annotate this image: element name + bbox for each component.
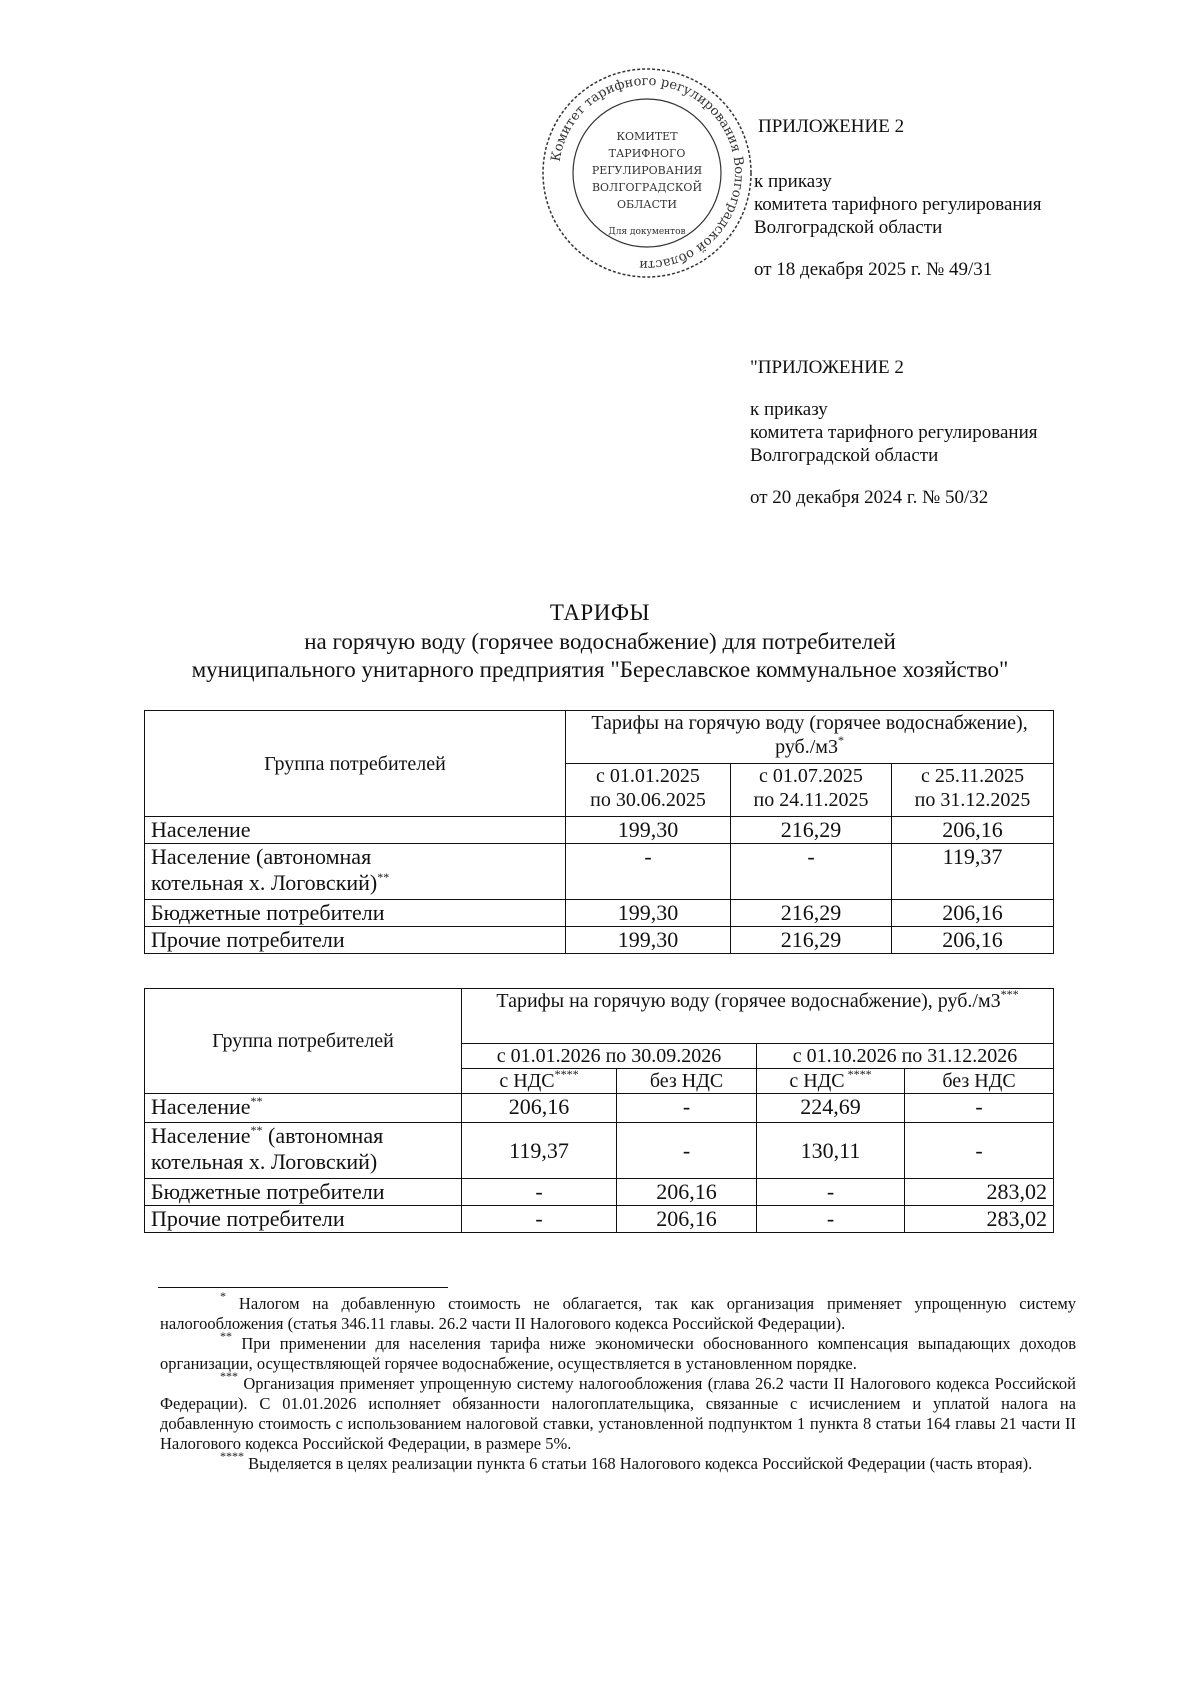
table-row [145,1206,1054,1233]
order-date-old: от 20 декабря 2024 г. № 50/32 [750,487,989,508]
row-label: Бюджетные потребители [145,900,566,927]
tariff-value: - [566,844,731,900]
tariff-table-2026 [144,988,1054,1233]
tariff-value: 199,30 [566,817,731,844]
order-line-3: Волгоградской области [754,217,943,238]
vat-header: с НДС**** [462,1069,617,1094]
order-line-1: к приказу [754,171,832,192]
stamp-line-5: ОБЛАСТИ [617,198,677,211]
tariff-value: - [905,1123,1054,1179]
tariff-value: - [757,1179,905,1206]
footnote: * Налогом на добавленную стоимость не облагается, так как организация применяет упрощенную систему налогообложения (статья 346.11 главы. 26.2 части II Налогового кодекса Российской Федерации). [160,1289,1077,1333]
tariff-header: Тарифы на горячую воду (горячее водоснабжение), руб./м3* [566,711,1054,764]
footnote: ** При применении для населения тарифа ниже экономически обоснованного компенсация выпадающих доходов организации, осуществляющей горячее водоснабжение, осуществляется в установленном порядке. [160,1329,1077,1373]
order-line-3-old: Волгоградской области [750,445,939,466]
stamp-seal-icon [538,64,756,282]
order-line-2: комитета тарифного регулирования [754,194,1042,215]
footnotes [160,1289,1077,1474]
order-line-2-old: комитета тарифного регулирования [750,422,1038,443]
tariff-value: 119,37 [892,844,1054,900]
tariff-value: 206,16 [892,817,1054,844]
table-row [145,844,1054,900]
footnote: *** Организация применяет упрощенную систему налогообложения (глава 26.2 части II Налогового кодекса Российской Федерации). С 01.01.2026 исполняет обязанности налогоплательщика, связанные с исчислением и уплатой налога на добавленную стоимость с использованием налоговой ставки, установленной подпунктом 1 пункта 8 статьи 164 главы 21 части II Налогового кодекса Российской Федерации, в размере 5%. [160,1369,1076,1453]
row-label: Население (автономная котельная х. Логовский)** [145,844,566,900]
tariff-value: 283,02 [905,1206,1054,1233]
title-main: ТАРИФЫ [549,600,651,625]
table-row [145,817,1054,844]
period-header: с 01.07.2025 по 24.11.2025 [731,764,892,817]
title-line-2: муниципального унитарного предприятия "Береславское коммунальное хозяйство" [191,657,1009,682]
stamp-bottom-text: Для документов [608,227,686,237]
table-row [145,1094,1054,1123]
stamp-line-2: ТАРИФНОГО [608,147,686,160]
tariff-value: 199,30 [566,927,731,954]
tariff-value: - [462,1179,617,1206]
table-row [145,1123,1054,1179]
row-label: Прочие потребители [145,927,566,954]
stamp-line-1: КОМИТЕТ [616,130,678,143]
vat-header: с НДС **** [757,1069,905,1094]
tariff-value: 224,69 [757,1094,905,1123]
tariff-value: 283,02 [905,1179,1054,1206]
table-row [145,900,1054,927]
table-row [145,1179,1054,1206]
footnote-separator [158,1287,448,1288]
tariff-value: 216,29 [731,817,892,844]
period-header: с 01.01.2025 по 30.06.2025 [566,764,731,817]
tariff-value: - [757,1206,905,1233]
tariff-value: 206,16 [892,927,1054,954]
stamp-ring-text: Комитет тарифного регулирования Волгоградской области [548,73,747,273]
period-header: с 25.11.2025 по 31.12.2025 [892,764,1054,817]
tariff-value: 119,37 [462,1123,617,1179]
row-label: Прочие потребители [145,1206,462,1233]
tariff-value: 206,16 [617,1179,757,1206]
tariff-value: 216,29 [731,900,892,927]
tariff-value: 199,30 [566,900,731,927]
tariff-value: - [905,1094,1054,1123]
tariff-value: 130,11 [757,1123,905,1179]
appendix-header-old [750,356,1038,509]
period-header: с 01.01.2026 по 30.09.2026 [462,1044,757,1069]
order-date: от 18 декабря 2025 г. № 49/31 [754,259,993,280]
group-header: Группа потребителей [145,989,462,1094]
tariff-table-2025 [144,710,1054,954]
order-line-1-old: к приказу [750,399,828,420]
tariff-value: - [731,844,892,900]
appendix-header-new [758,115,904,138]
appendix-title: ПРИЛОЖЕНИЕ 2 [758,116,905,137]
tariff-value: 206,16 [617,1206,757,1233]
row-label: Население [145,817,566,844]
row-label: Население** (автономная котельная х. Логовский) [145,1123,462,1179]
tariff-value: 216,29 [731,927,892,954]
title-line-1: на горячую воду (горячее водоснабжение) для потребителей [304,629,896,654]
stamp-line-3: РЕГУЛИРОВАНИЯ [591,164,703,177]
tariff-value: 206,16 [462,1094,617,1123]
no-vat-header: без НДС [617,1069,757,1094]
tariff-header: Тарифы на горячую воду (горячее водоснабжение), руб./м3*** [462,989,1054,1044]
no-vat-header: без НДС [905,1069,1054,1094]
document-title [100,598,1100,684]
period-header: с 01.10.2026 по 31.12.2026 [757,1044,1054,1069]
tariff-value: - [462,1206,617,1233]
group-header: Группа потребителей [145,711,566,817]
stamp-line-4: ВОЛГОГРАДСКОЙ [591,181,703,194]
tariff-value: 206,16 [892,900,1054,927]
row-label: Бюджетные потребители [145,1179,462,1206]
row-label: Население** [145,1094,462,1123]
footnote: **** Выделяется в целях реализации пункта 6 статьи 168 Налогового кодекса Российской Федерации (часть вторая). [220,1449,1033,1473]
appendix-title-old: "ПРИЛОЖЕНИЕ 2 [750,357,904,378]
official-stamp [538,64,756,282]
order-reference-new [754,170,1042,281]
tariff-value: - [617,1094,757,1123]
table-row [145,927,1054,954]
tariff-value: - [617,1123,757,1179]
